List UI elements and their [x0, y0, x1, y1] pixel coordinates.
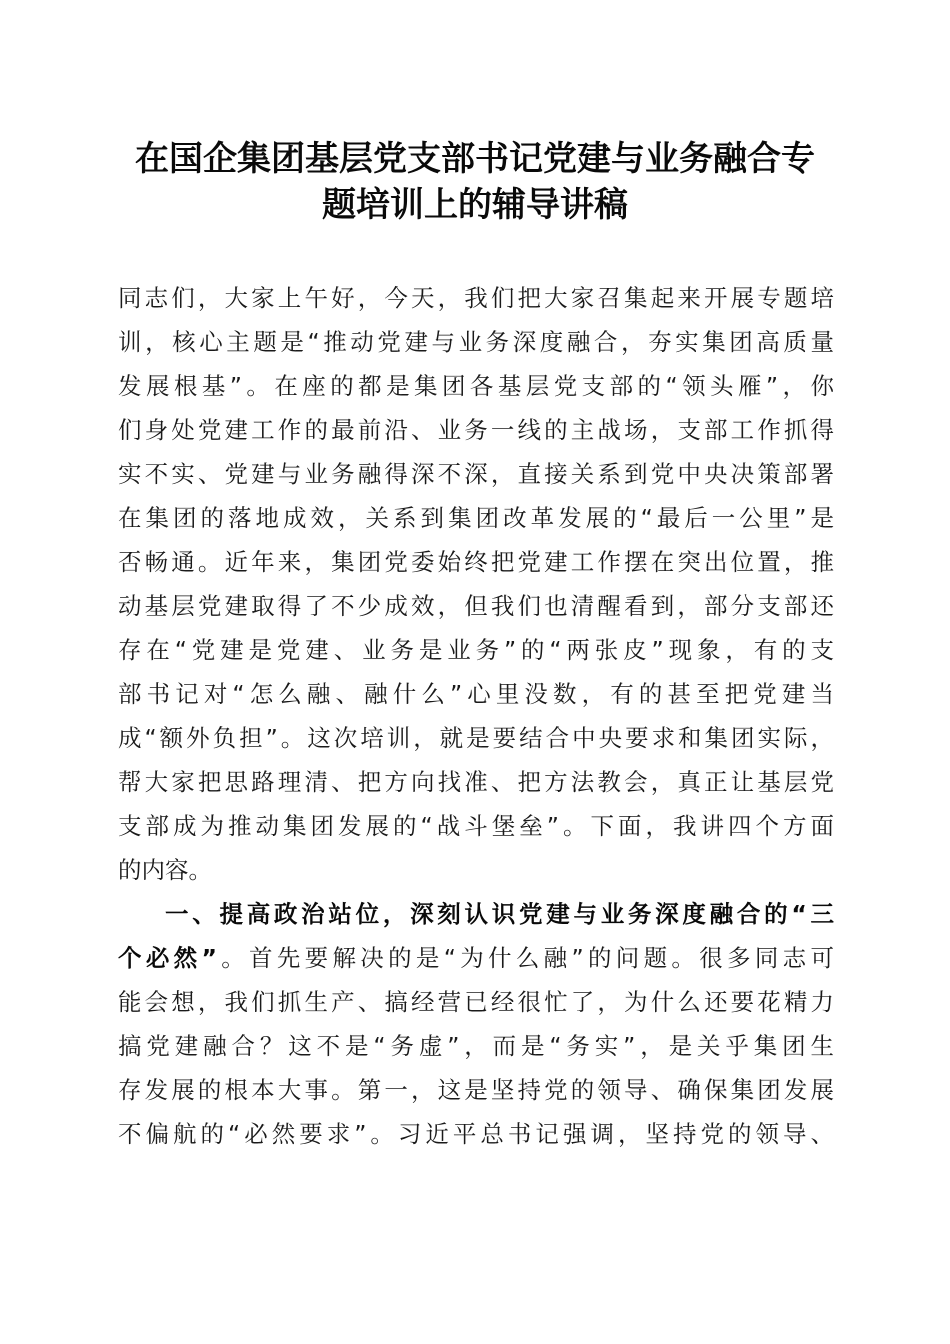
section-heading-continued: 个必然”: [118, 944, 217, 972]
paragraph-intro: [118, 276, 834, 892]
text-line: 能会想，我们抓生产、搞经营已经很忙了，为什么还要花精力: [118, 988, 834, 1016]
text-line: 部书记对“怎么融、融什么”心里没数，有的甚至把党建当: [118, 680, 834, 708]
title-line-2: 题培训上的辅导讲稿: [322, 185, 628, 225]
document-title: [110, 136, 840, 228]
section-1: [118, 892, 834, 1156]
text-line: 否畅通。近年来，集团党委始终把党建工作摆在突出位置，推: [118, 548, 834, 576]
text-line: 成“额外负担”。这次培训，就是要结合中央要求和集团实际，: [118, 724, 834, 752]
text-line: 们身处党建工作的最前沿、业务一线的主战场，支部工作抓得: [118, 416, 834, 444]
text-line: 搞党建融合？这不是“务虚”，而是“务实”，是关乎集团生: [118, 1032, 834, 1060]
text-line: 支部成为推动集团发展的“战斗堡垒”。下面，我讲四个方面: [118, 812, 834, 840]
text-line: 的内容。: [118, 856, 212, 884]
document-body: [118, 276, 834, 1156]
text-line: 动基层党建取得了不少成效，但我们也清醒看到，部分支部还: [118, 592, 834, 620]
text-line: [118, 936, 834, 980]
section-heading: 一、提高政治站位，深刻认识党建与业务深度融合的“三: [165, 900, 834, 928]
text-line: 发展根基”。在座的都是集团各基层党支部的“领头雁”，你: [118, 372, 834, 400]
text-line: 在集团的落地成效，关系到集团改革发展的“最后一公里”是: [118, 504, 834, 532]
text-line: 实不实、党建与业务融得深不深，直接关系到党中央决策部署: [118, 460, 834, 488]
text-line: 存在“党建是党建、业务是业务”的“两张皮”现象，有的支: [118, 636, 834, 664]
text-line: 帮大家把思路理清、把方向找准、把方法教会，真正让基层党: [118, 768, 834, 796]
text-run: 。首先要解决的是“为什么融”的问题。很多同志可: [216, 944, 834, 972]
text-line: 训，核心主题是“推动党建与业务深度融合，夯实集团高质量: [118, 328, 834, 356]
text-line: 不偏航的“必然要求”。习近平总书记强调，坚持党的领导、: [118, 1120, 834, 1148]
text-line: 存发展的根本大事。第一，这是坚持党的领导、确保集团发展: [118, 1076, 834, 1104]
text-line: 同志们，大家上午好，今天，我们把大家召集起来开展专题培: [118, 284, 834, 312]
title-line-1: 在国企集团基层党支部书记党建与业务融合专: [135, 139, 815, 179]
